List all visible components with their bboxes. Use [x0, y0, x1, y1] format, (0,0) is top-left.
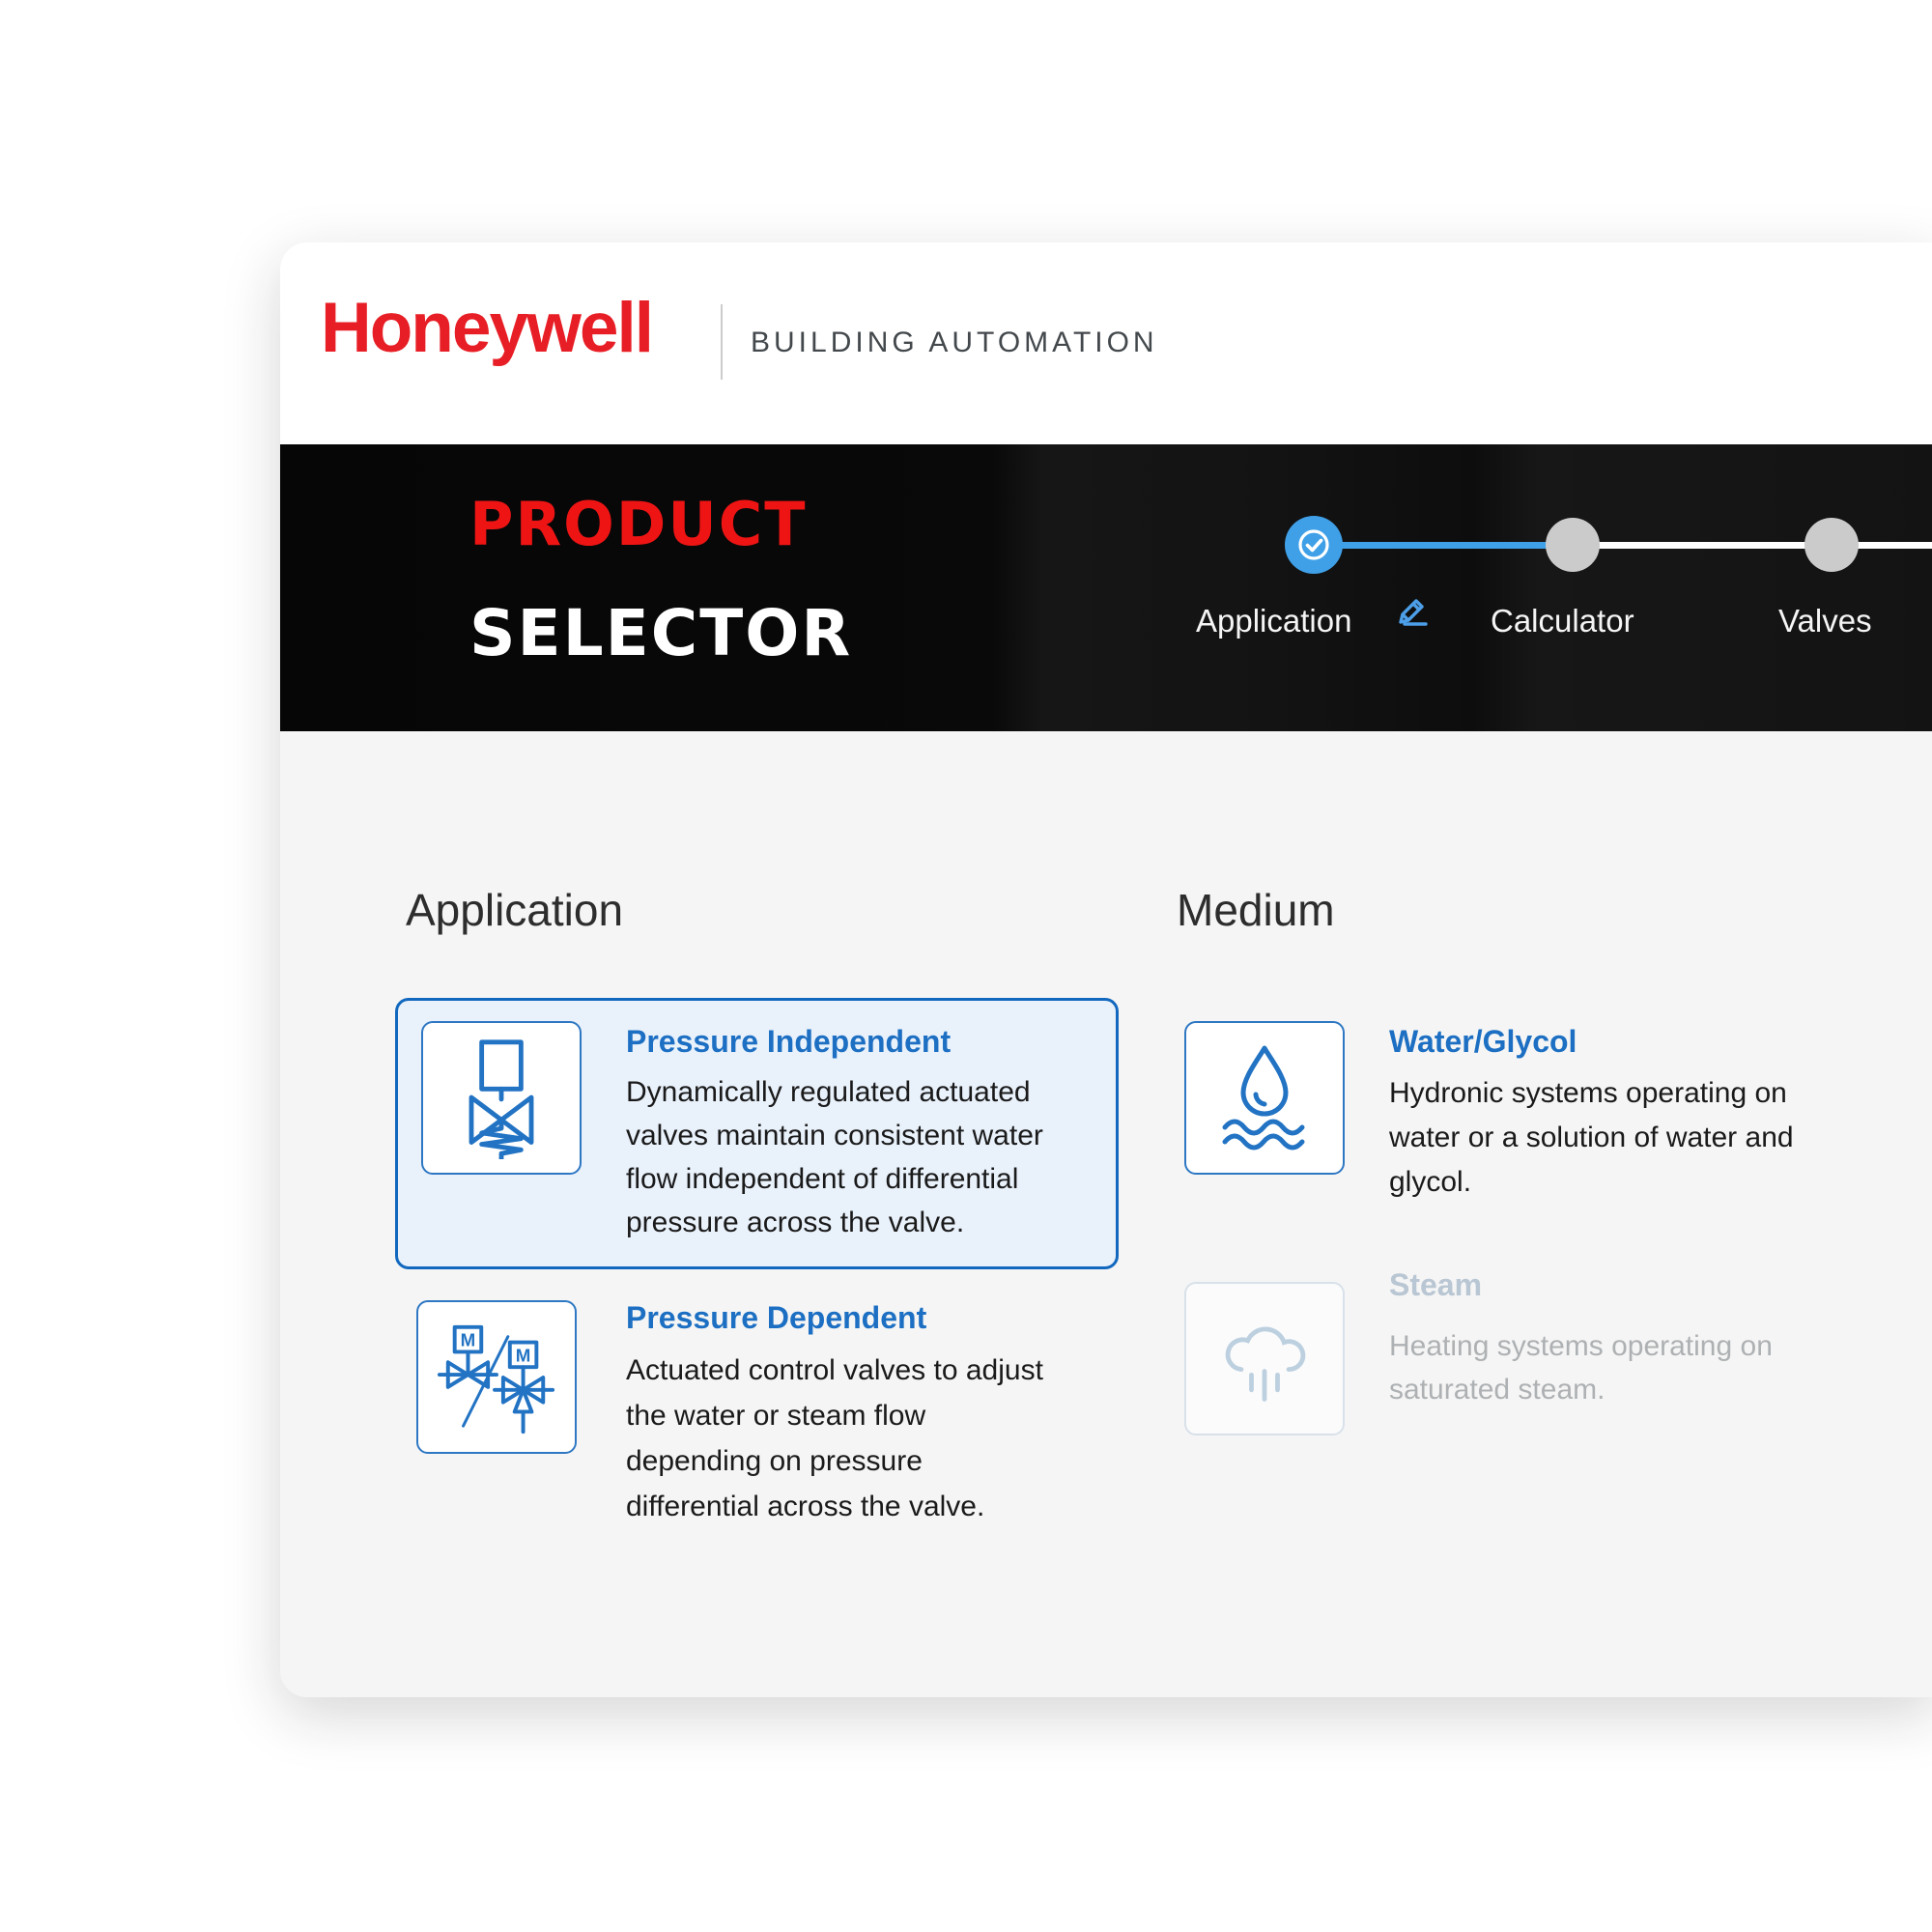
- product-selector-card: [280, 242, 1932, 1697]
- hero-title-line2: SELECTOR: [469, 596, 853, 670]
- hero-title-line1: PRODUCT: [469, 489, 808, 559]
- hero-band: [280, 444, 1932, 731]
- honeywell-logo: Honeywell: [321, 289, 653, 367]
- svg-text:M: M: [515, 1344, 531, 1365]
- stepper-progress: [1314, 542, 1573, 549]
- step-node-application[interactable]: [1285, 516, 1343, 574]
- steam-icon-box: [1184, 1282, 1345, 1435]
- option-description: Dynamically regulated actuated valves maintain consistent water flow independent of differential pressure across the valve.: [626, 1076, 1043, 1238]
- application-section-heading: Application: [406, 885, 624, 935]
- division-title: BUILDING AUTOMATION: [751, 327, 1158, 358]
- header-divider: [721, 304, 723, 380]
- step-label-calculator[interactable]: Calculator: [1491, 603, 1634, 639]
- option-title: Water/Glycol: [1389, 1024, 1577, 1059]
- option-description: Actuated control valves to adjust the water or steam flow depending on pressure differential across the valve.: [626, 1354, 1043, 1522]
- medium-section-heading: Medium: [1177, 885, 1335, 935]
- pressure-dependent-valves-icon: [435, 1316, 558, 1439]
- water-glycol-icon-box: [1184, 1021, 1345, 1175]
- option-description: Hydronic systems operating on water or a solution of water and glycol.: [1389, 1077, 1794, 1198]
- option-title: Pressure Dependent: [626, 1300, 927, 1335]
- selector-content: [280, 731, 1932, 1697]
- check-circle-icon: [1292, 523, 1336, 567]
- steam-cloud-icon: [1213, 1308, 1316, 1410]
- step-label-application[interactable]: Application: [1196, 603, 1352, 639]
- option-title: Steam: [1389, 1267, 1483, 1302]
- pressure-dependent-icon-box: [416, 1300, 577, 1454]
- edit-pencil-icon[interactable]: [1391, 589, 1434, 632]
- svg-text:M: M: [460, 1329, 476, 1350]
- option-description: Heating systems operating on saturated steam.: [1389, 1330, 1773, 1406]
- pressure-independent-icon-box: [421, 1021, 582, 1175]
- app-header: [280, 242, 1932, 444]
- step-label-valves[interactable]: Valves: [1778, 603, 1872, 639]
- water-droplet-waves-icon: [1211, 1042, 1318, 1154]
- stepper-track: [1573, 542, 1932, 549]
- step-node-valves[interactable]: [1804, 518, 1859, 572]
- option-title: Pressure Independent: [626, 1024, 952, 1059]
- option-pressure-independent[interactable]: [395, 998, 1119, 1269]
- pressure-independent-valve-icon: [447, 1037, 555, 1159]
- step-node-calculator[interactable]: [1546, 518, 1600, 572]
